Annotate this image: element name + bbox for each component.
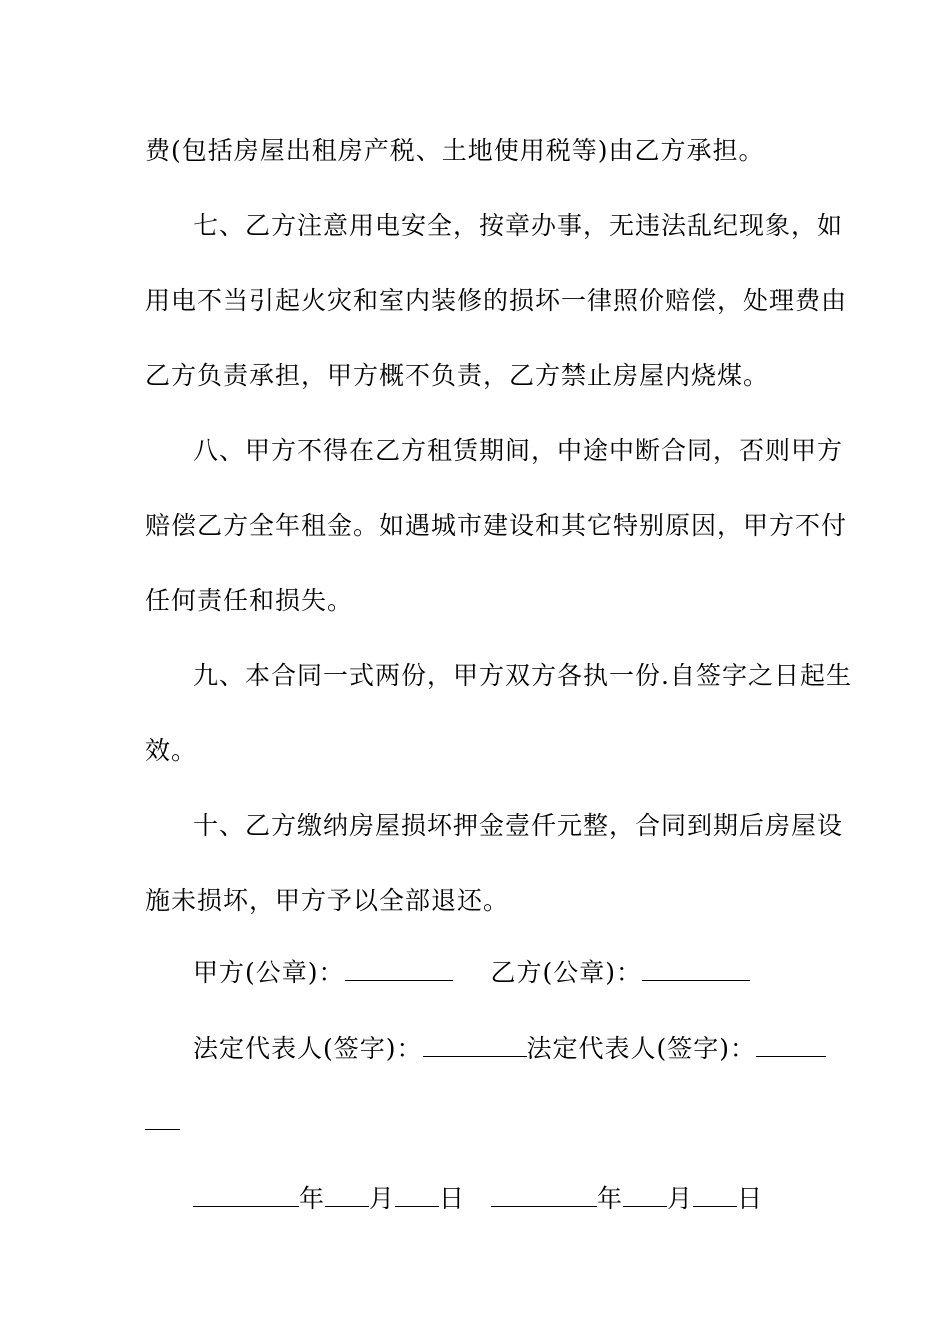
clause-7-line: 七、乙方注意用电安全，按章办事，无违法乱纪现象，如 — [193, 211, 844, 240]
text-line: 乙方负责承担，甲方概不负责，乙方禁止房屋内烧煤。 — [145, 361, 770, 390]
month-blank-a — [325, 1182, 369, 1207]
legal-rep-b-blank-continuation — [145, 1129, 180, 1130]
text-line: 施未损坏，甲方予以全部退还。 — [145, 886, 510, 915]
seal-row — [193, 956, 873, 990]
legal-rep-b-blank — [756, 1032, 826, 1057]
text-line: 用电不当引起火灾和室内装修的损坏一律照价赔偿，处理费由 — [145, 286, 848, 315]
legal-rep-row — [193, 1032, 873, 1066]
day-label-a: 日 — [439, 1184, 466, 1213]
text-line: 任何责任和损失。 — [145, 586, 354, 615]
clause-8-line: 八、甲方不得在乙方租赁期间，中途中断合同，否则甲方 — [193, 436, 844, 465]
date-row — [193, 1182, 873, 1216]
text-line: 效。 — [145, 736, 198, 765]
party-b-seal-label: 乙方(公章)： — [490, 958, 643, 987]
clause-9-line: 九、本合同一式两份，甲方双方各执一份.自签字之日起生 — [193, 661, 852, 690]
day-blank-b — [693, 1182, 737, 1207]
legal-rep-b-label: 法定代表人(签字)： — [526, 1034, 757, 1063]
day-blank-a — [395, 1182, 439, 1207]
party-a-seal-label: 甲方(公章)： — [193, 958, 345, 987]
year-label-b: 年 — [597, 1184, 624, 1213]
year-blank-b — [491, 1182, 597, 1207]
year-blank-a — [193, 1182, 299, 1207]
party-a-seal-blank — [345, 956, 453, 981]
legal-rep-a-label: 法定代表人(签字)： — [193, 1034, 423, 1063]
text-line: 赔偿乙方全年租金。如遇城市建设和其它特别原因，甲方不付 — [145, 511, 848, 540]
year-label-a: 年 — [299, 1184, 326, 1213]
clause-10-line: 十、乙方缴纳房屋损坏押金壹仟元整，合同到期后房屋设 — [193, 811, 844, 840]
day-label-b: 日 — [737, 1184, 764, 1213]
party-b-seal-blank — [642, 956, 750, 981]
month-blank-b — [623, 1182, 667, 1207]
text-line: 费(包括房屋出租房产税、土地使用税等)由乙方承担。 — [145, 136, 765, 165]
month-label-b: 月 — [667, 1184, 694, 1213]
legal-rep-a-blank — [423, 1032, 527, 1057]
month-label-a: 月 — [369, 1184, 396, 1213]
